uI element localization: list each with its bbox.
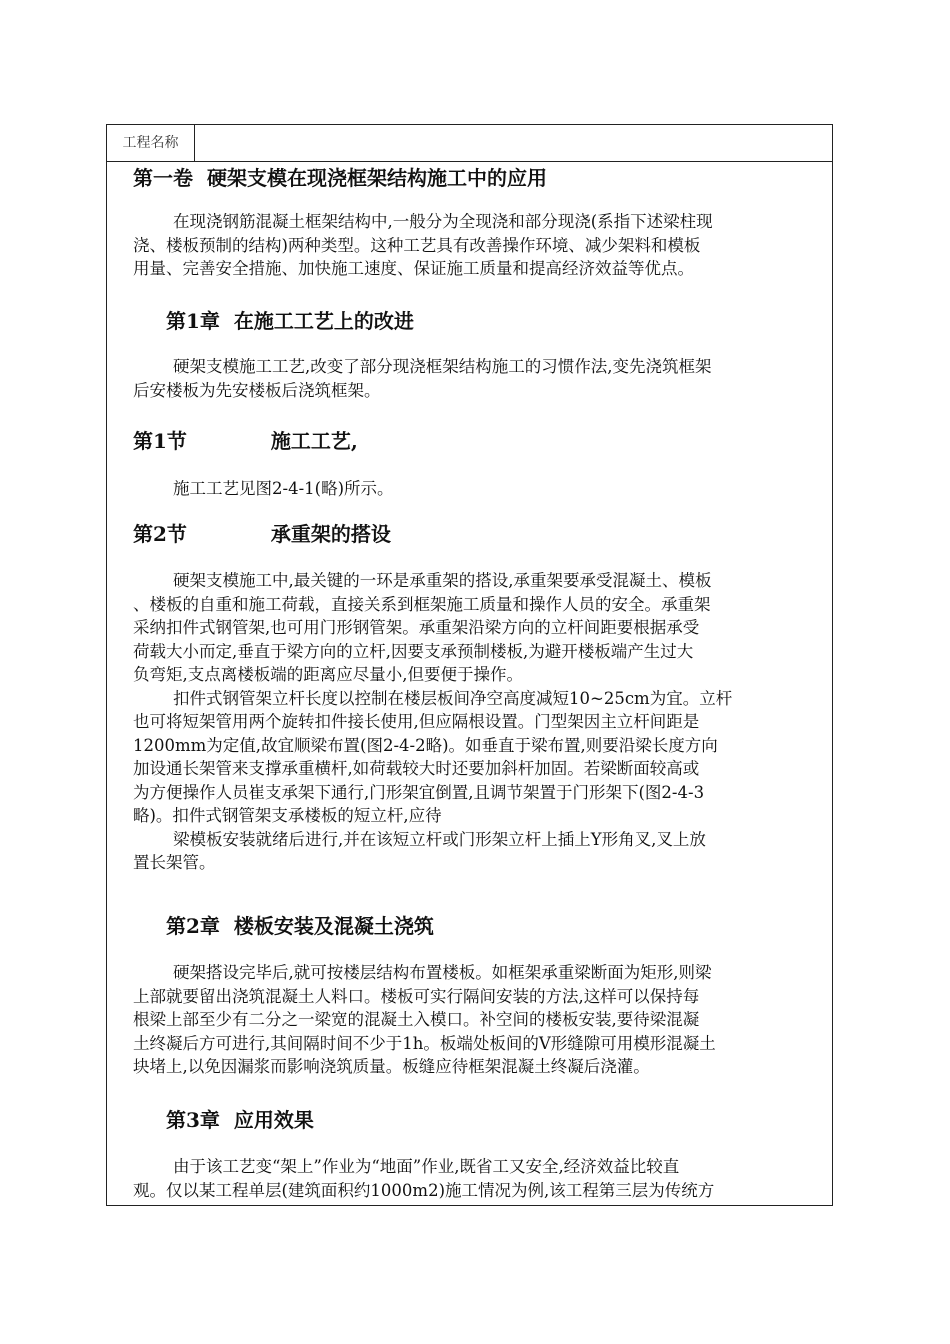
chapter-1-paragraph [133,355,808,402]
section-number: 第1节 [133,429,187,453]
text-line: 扣件式钢管架立杆长度以控制在楼层板间净空高度减短10~25cm为宜。立杆 [173,688,733,708]
text-line: 为方便操作人员崔支承架下通行,门形架宜倒置,且调节架置于门形架下(图2-4-3 [133,782,705,802]
text-line: 块堵上,以免因漏浆而影响浇筑质量。板缝应待框架混凝土终凝后浇灌。 [133,1057,650,1076]
section-1-paragraph [133,477,808,501]
text-line: 后安楼板为先安楼板后浇筑框架。 [133,380,381,400]
chapter-title: 应用效果 [233,1108,314,1132]
section-number: 第2节 [133,522,187,546]
section-2-paragraph [133,569,808,875]
chapter-number: 第2章 [166,914,220,938]
text-line: 在现浇钢筋混凝土框架结构中,一般分为全现浇和部分现浇(系指下述梁柱现 [173,212,713,231]
text-line: 、楼板的自重和施工荷载，直接关系到框架施工质量和操作人员的安全。承重架 [133,594,711,614]
chapter-number: 第1章 [166,309,220,333]
document-table [106,124,833,1206]
section-title: 施工工艺, [270,429,358,453]
section-1-heading [133,427,358,455]
text-line: 土终凝后方可进行,其间隔时间不少于1h。板端处板间的V形缝隙可用模形混凝土 [133,1033,716,1053]
project-name-label: 工程名称 [107,125,195,161]
text-line: 采纳扣件式钢管架,也可用门形钢管架。承重架沿梁方向的立杆间距要根据承受 [133,618,700,637]
chapter-number: 第3章 [166,1108,220,1132]
text-line: 加设通长架管来支撑承重横杆,如荷载较大时还要加斜杆加固。若梁断面较高或 [133,759,700,778]
text-line: 由于该工艺变“架上”作业为“地面”作业,既省工又安全,经济效益比较直 [173,1157,680,1176]
intro-paragraph [133,210,808,281]
section-title: 承重架的搭设 [270,522,391,546]
volume-heading [133,164,547,192]
text-line: 硬架搭设完毕后,就可按楼层结构布置楼板。如框架承重梁断面为矩形,则梁 [173,963,712,982]
text-line: 用量、完善安全措施、加快施工速度、保证施工质量和提高经济效益等优点。 [133,259,694,278]
chapter-title: 楼板安装及混凝土浇筑 [233,914,434,938]
text-line: 略)。扣件式钢管架支承楼板的短立杆,应待 [133,806,442,825]
text-line: 施工工艺见图2-4-1(略)所示。 [173,479,394,498]
chapter-3-paragraph [133,1155,808,1202]
text-line: 梁模板安装就绪后进行,并在该短立杆或门形架立杆上插上Y形角叉,叉上放 [173,829,706,849]
text-line: 负弯矩,支点离楼板端的距离应尽量小,但要便于操作。 [133,665,523,684]
volume-title: 硬架支模在现浇框架结构施工中的应用 [207,166,547,190]
section-2-heading [133,520,391,548]
text-line: 1200mm为定值,故宜顺梁布置(图2-4-2略)。如垂直于梁布置,则要沿梁长度方向 [133,735,718,755]
chapter-2-heading [166,912,434,940]
text-line: 上部就要留出浇筑混凝土人料口。楼板可实行隔间安装的方法,这样可以保持每 [133,986,700,1006]
text-line: 浇、楼板预制的结构)两种类型。这种工艺具有改善操作环境、减少架料和模板 [133,235,701,255]
text-line: 荷载大小而定,垂直于梁方向的立杆,因要支承预制楼板,为避开楼板端产生过大 [133,641,694,661]
text-line: 硬架支模施工工艺,改变了部分现浇框架结构施工的习惯作法,变先浇筑框架 [173,357,712,376]
chapter-3-heading [166,1106,314,1134]
header-row [107,125,832,162]
volume-number: 第一卷 [133,166,193,190]
text-line: 硬架支模施工中,最关键的一环是承重架的搭设,承重架要承受混凝土、模板 [173,571,712,590]
text-line: 也可将短架管用两个旋转扣件接长使用,但应隔根设置。门型架因主立杆间距是 [133,712,700,731]
chapter-2-paragraph [133,961,808,1079]
text-line: 观。仅以某工程单层(建筑面积约1000m2)施工情况为例,该工程第三层为传统方 [133,1180,715,1200]
chapter-title: 在施工工艺上的改进 [233,309,414,333]
chapter-1-heading [166,307,414,335]
text-line: 置长架管。 [133,853,216,872]
text-line: 根梁上部至少有二分之一梁宽的混凝土入模口。补空间的楼板安装,要待梁混凝 [133,1010,700,1029]
